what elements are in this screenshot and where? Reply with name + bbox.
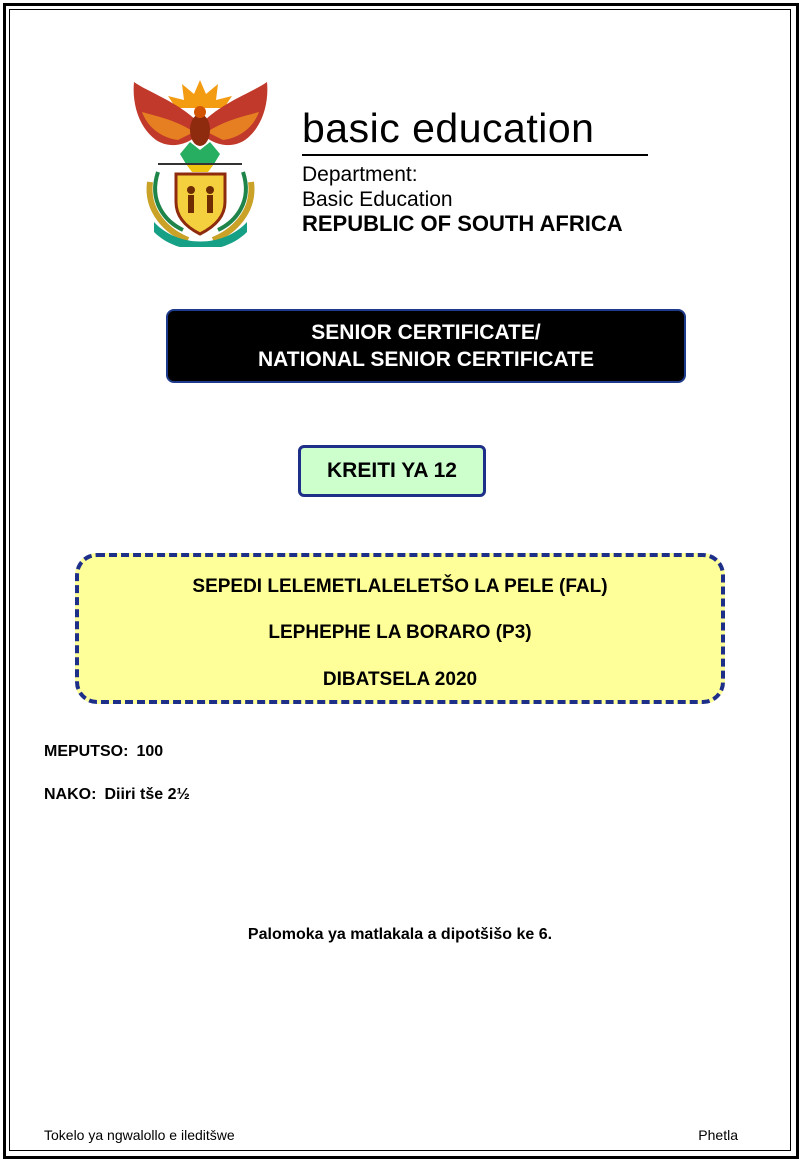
time-label: NAKO: xyxy=(44,786,97,803)
department-name: Basic Education xyxy=(302,188,453,211)
turn-over-note: Phetla xyxy=(698,1127,738,1143)
copyright-notice: Tokelo ya ngwalollo e ileditšwe xyxy=(44,1127,235,1143)
brand-underline xyxy=(302,154,648,156)
time-row xyxy=(44,785,190,805)
marks-row xyxy=(44,742,163,762)
brand-title: basic education xyxy=(302,105,595,151)
department-label: Department: xyxy=(302,163,418,186)
marks-value: 100 xyxy=(136,743,164,760)
grade-label: KREITI YA 12 xyxy=(298,445,486,497)
certificate-line-1: SENIOR CERTIFICATE/ xyxy=(311,321,541,344)
marks-label: MEPUTSO: xyxy=(44,743,129,760)
certificate-line-2: NATIONAL SENIOR CERTIFICATE xyxy=(258,348,594,371)
pages-count-note: Palomoka ya matlakala a dipotšišo ke 6. xyxy=(247,926,553,943)
subject-panel xyxy=(75,553,725,704)
exam-session: DIBATSELA 2020 xyxy=(322,669,478,690)
country-name: REPUBLIC OF SOUTH AFRICA xyxy=(302,211,623,236)
paper-number: LEPHEPHE LA BORARO (P3) xyxy=(268,622,532,643)
certificate-banner xyxy=(166,309,686,383)
coat-of-arms-logo xyxy=(128,72,273,247)
time-value: Diiri tše 2½ xyxy=(104,786,190,803)
subject-name: SEPEDI LELEMETLALELETŠO LA PELE (FAL) xyxy=(192,576,608,597)
